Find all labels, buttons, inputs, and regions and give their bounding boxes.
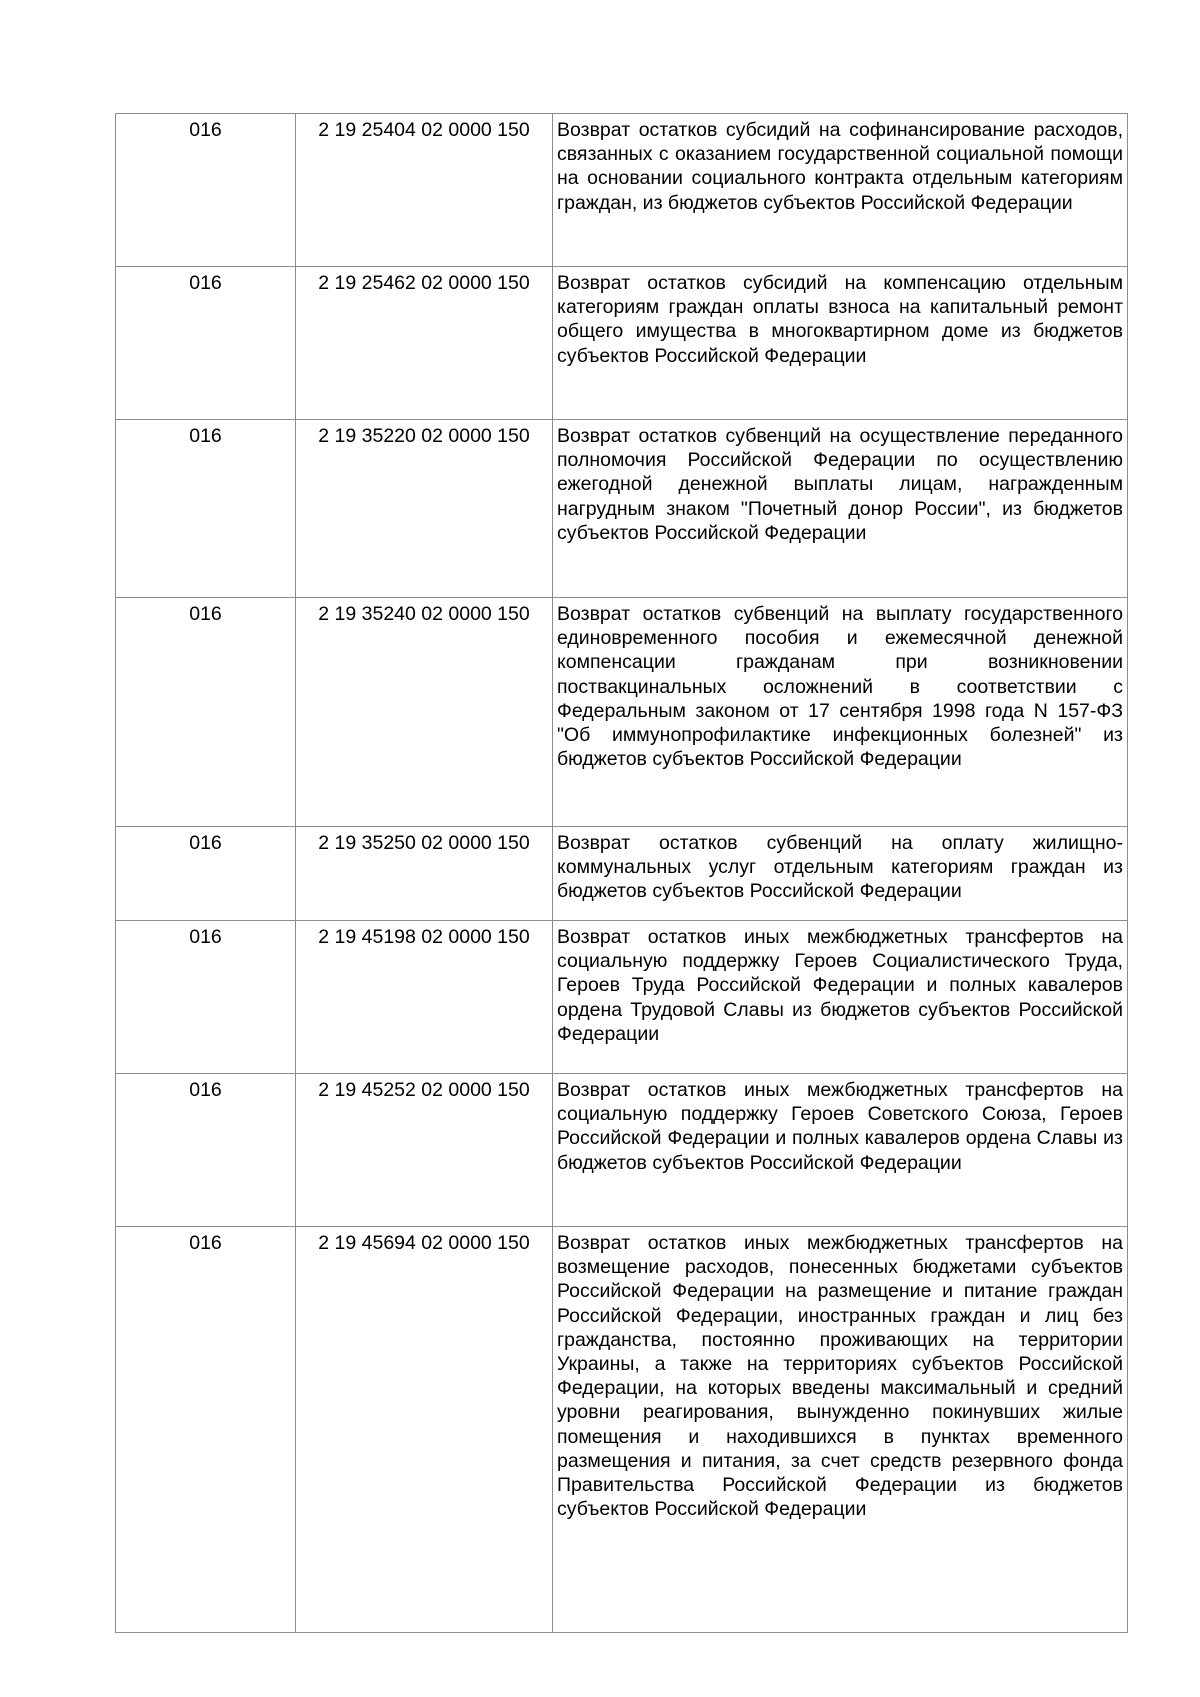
- budget-code-cell: 2 19 45198 02 0000 150: [296, 921, 553, 1074]
- table-row: [116, 827, 1128, 921]
- admin-code-cell: 016: [116, 827, 296, 921]
- budget-code-cell: 2 19 45252 02 0000 150: [296, 1074, 553, 1227]
- budget-code-cell: 2 19 25404 02 0000 150: [296, 114, 553, 267]
- revenue-name-cell: Возврат остатков иных межбюджетных трансфертов на социальную поддержку Героев Социалистического Труда, Героев Труда Российской Федерации и полных кавалеров ордена Трудовой Славы из бюджетов субъектов Российской Федерации: [553, 921, 1128, 1074]
- budget-code-cell: 2 19 45694 02 0000 150: [296, 1227, 553, 1633]
- revenue-name-cell: Возврат остатков иных межбюджетных трансфертов на возмещение расходов, понесенных бюджетами субъектов Российской Федерации на размещение и питание граждан Российской Федерации, иностранных граждан и лиц без гражданства, постоянно проживающих на территории Украины, а также на территориях субъектов Российской Федерации, на которых введены максимальный и средний уровни реагирования, вынужденно покинувших жилые помещения и находившихся в пунктах временного размещения и питания, за счет средств резервного фонда Правительства Российской Федерации из бюджетов субъектов Российской Федерации: [553, 1227, 1128, 1633]
- table-row: [116, 598, 1128, 827]
- table-row: [116, 1227, 1128, 1633]
- admin-code-cell: 016: [116, 1227, 296, 1633]
- table-row: [116, 114, 1128, 267]
- table-row: [116, 420, 1128, 598]
- admin-code-cell: 016: [116, 267, 296, 420]
- admin-code-cell: 016: [116, 1074, 296, 1227]
- table-row: [116, 267, 1128, 420]
- admin-code-cell: 016: [116, 114, 296, 267]
- revenue-name-cell: Возврат остатков субвенций на выплату государственного единовременного пособия и ежемесячной денежной компенсации гражданам при возникновении поствакцинальных осложнений в соответствии с Федеральным законом от 17 сентября 1998 года N 157-ФЗ "Об иммунопрофилактике инфекционных болезней" из бюджетов субъектов Российской Федерации: [553, 598, 1128, 827]
- revenue-name-cell: Возврат остатков субсидий на компенсацию отдельным категориям граждан оплаты взноса на капитальный ремонт общего имущества в многоквартирном доме из бюджетов субъектов Российской Федерации: [553, 267, 1128, 420]
- admin-code-cell: 016: [116, 420, 296, 598]
- admin-code-cell: 016: [116, 598, 296, 827]
- budget-code-cell: 2 19 25462 02 0000 150: [296, 267, 553, 420]
- revenue-name-cell: Возврат остатков субвенций на оплату жилищно-коммунальных услуг отдельным категориям граждан из бюджетов субъектов Российской Федерации: [553, 827, 1128, 921]
- budget-codes-table: [115, 113, 1128, 1633]
- budget-code-cell: 2 19 35220 02 0000 150: [296, 420, 553, 598]
- table-row: [116, 921, 1128, 1074]
- table-row: [116, 1074, 1128, 1227]
- admin-code-cell: 016: [116, 921, 296, 1074]
- revenue-name-cell: Возврат остатков субсидий на софинансирование расходов, связанных с оказанием государственной социальной помощи на основании социального контракта отдельным категориям граждан, из бюджетов субъектов Российской Федерации: [553, 114, 1128, 267]
- revenue-name-cell: Возврат остатков субвенций на осуществление переданного полномочия Российской Федерации по осуществлению ежегодной денежной выплаты лицам, награжденным нагрудным знаком "Почетный донор России", из бюджетов субъектов Российской Федерации: [553, 420, 1128, 598]
- revenue-name-cell: Возврат остатков иных межбюджетных трансфертов на социальную поддержку Героев Советского Союза, Героев Российской Федерации и полных кавалеров ордена Славы из бюджетов субъектов Российской Федерации: [553, 1074, 1128, 1227]
- budget-code-cell: 2 19 35250 02 0000 150: [296, 827, 553, 921]
- budget-code-cell: 2 19 35240 02 0000 150: [296, 598, 553, 827]
